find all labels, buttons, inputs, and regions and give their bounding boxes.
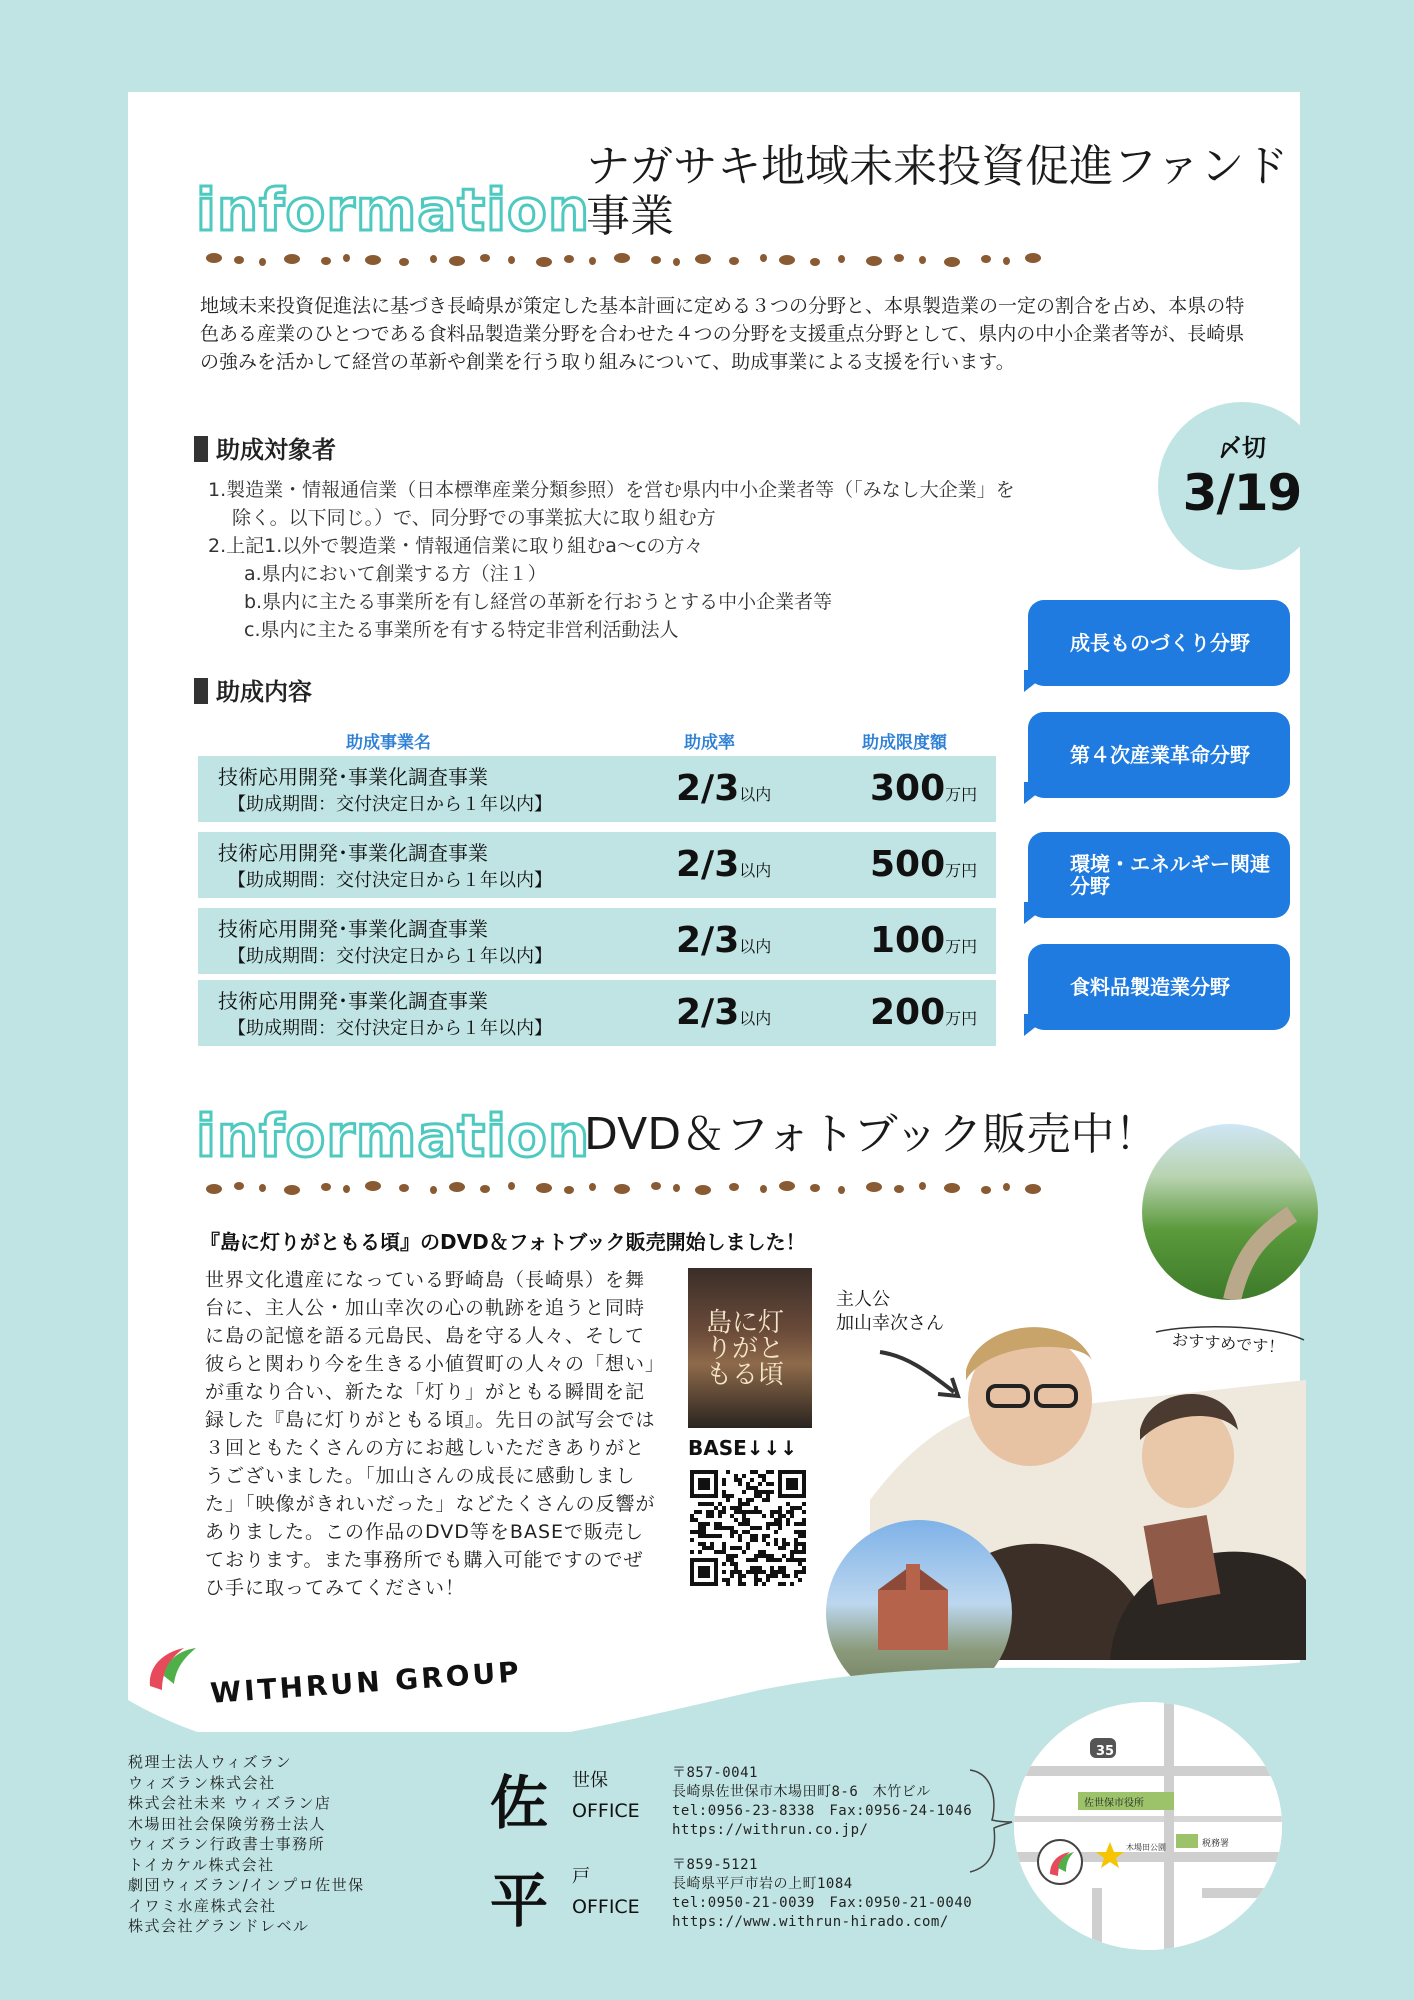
information-heading: information bbox=[196, 1102, 591, 1170]
divider-dot bbox=[651, 256, 661, 264]
row-amount bbox=[870, 844, 977, 885]
divider-dot bbox=[729, 1183, 739, 1191]
deadline-badge bbox=[1158, 402, 1326, 570]
divider-dot bbox=[284, 1185, 300, 1195]
brand-name: WITHRUN GROUP bbox=[209, 1655, 523, 1710]
divider-dot bbox=[673, 1184, 680, 1192]
sasebo-office-label: OFFICE bbox=[572, 1800, 640, 1822]
dvd-cover-title: 島に灯りがともる頃 bbox=[706, 1308, 785, 1390]
row-rate bbox=[676, 920, 771, 961]
row-rate bbox=[676, 768, 771, 809]
rate-suffix: 以内 bbox=[739, 1009, 772, 1028]
divider-dot bbox=[234, 1182, 244, 1190]
divider-dot bbox=[838, 1186, 845, 1194]
company-item: 株式会社未来 ウィズラン店 bbox=[128, 1794, 332, 1812]
divider-dot bbox=[695, 254, 711, 264]
table-header-rate: 助成率 bbox=[684, 733, 735, 753]
address-line: tel:0956-23-8338 Fax:0956-24-1046 bbox=[672, 1803, 973, 1819]
amount-value: 200 bbox=[870, 992, 946, 1033]
company-item: トイカケル株式会社 bbox=[128, 1855, 275, 1874]
divider-dot bbox=[760, 1185, 767, 1193]
hirado-office-label: OFFICE bbox=[572, 1896, 640, 1918]
address-line: 〒859-5121 bbox=[672, 1857, 758, 1873]
company-item: 木場田社会保険労務士法人 bbox=[128, 1814, 327, 1833]
divider-dot bbox=[321, 1183, 331, 1191]
list-item: a.県内において創業する方（注１） bbox=[244, 563, 547, 585]
divider-dot bbox=[729, 257, 739, 265]
dotted-divider bbox=[200, 252, 1050, 268]
rate-value: 2/3 bbox=[676, 844, 740, 885]
divider-dot bbox=[919, 1182, 926, 1190]
rate-value: 2/3 bbox=[676, 768, 740, 809]
divider-dot bbox=[589, 257, 596, 265]
row-amount bbox=[870, 768, 977, 809]
divider-dot bbox=[206, 1184, 222, 1194]
divider-dot bbox=[981, 255, 991, 263]
divider-dot bbox=[894, 1185, 904, 1193]
row-period: 【助成期間：交付決定日から１年以内】 bbox=[228, 794, 552, 815]
divider-dot bbox=[673, 258, 680, 266]
company-item: ウィズラン株式会社 bbox=[128, 1773, 276, 1792]
company-item: 税理士法人ウィズラン bbox=[128, 1753, 293, 1771]
company-item: 劇団ウィズラン/インプロ佐世保 bbox=[128, 1876, 365, 1894]
recommend-caption: おすすめです！ bbox=[1171, 1330, 1285, 1357]
divider-dot bbox=[944, 1183, 960, 1193]
content-heading-label: 助成内容 bbox=[216, 678, 312, 706]
divider-dot bbox=[536, 257, 552, 267]
divider-dot bbox=[399, 258, 409, 266]
divider-dot bbox=[760, 254, 767, 262]
divider-dot bbox=[259, 1184, 266, 1192]
divider-dot bbox=[564, 1186, 574, 1194]
table-row bbox=[198, 832, 996, 898]
divider-dot bbox=[343, 254, 350, 262]
divider-dot bbox=[695, 1185, 711, 1195]
sasebo-kanji-small: 世保 bbox=[572, 1770, 608, 1791]
map-label-taxoffice: 税務署 bbox=[1202, 1839, 1230, 1849]
list-item: 1.製造業・情報通信業（日本標準産業分類参照）を営む県内中小企業者等（「みなし大企業」を bbox=[208, 479, 1015, 501]
page-title bbox=[586, 142, 1288, 242]
divider-dot bbox=[919, 256, 926, 264]
divider-dot bbox=[866, 256, 882, 266]
divider-dot bbox=[480, 254, 490, 262]
divider-dot bbox=[1025, 253, 1041, 263]
row-rate bbox=[676, 844, 771, 885]
hirado-url-link[interactable]: https://www.withrun-hirado.com/ bbox=[672, 1914, 949, 1930]
divider-dot bbox=[1003, 1183, 1010, 1191]
information-heading: information bbox=[196, 176, 591, 244]
divider-dot bbox=[365, 1181, 381, 1191]
caption-line: 主人公 bbox=[836, 1289, 890, 1310]
sasebo-kanji: 佐 bbox=[490, 1769, 549, 1837]
divider-dot bbox=[651, 1182, 661, 1190]
title-line-2: 事業 bbox=[586, 191, 674, 242]
divider-dot bbox=[564, 255, 574, 263]
amount-unit: 万円 bbox=[945, 1009, 978, 1028]
row-period: 【助成期間：交付決定日から１年以内】 bbox=[228, 870, 552, 891]
amount-value: 500 bbox=[870, 844, 946, 885]
list-item: c.県内に主たる事業所を有する特定非営利活動法人 bbox=[244, 619, 679, 641]
row-name: 技術応用開発･事業化調査事業 bbox=[218, 917, 488, 941]
withrun-logo-icon bbox=[140, 1636, 200, 1696]
list-item: b.県内に主たる事業所を有し経営の革新を行おうとする中小企業者等 bbox=[244, 591, 833, 613]
row-amount bbox=[870, 920, 977, 961]
divider-dot bbox=[779, 1181, 795, 1191]
divider-dot bbox=[430, 255, 437, 263]
dvd-subtitle: 『島に灯りがともる頃』のDVD＆フォトブック販売開始しました！ bbox=[200, 1230, 806, 1254]
rate-suffix: 以内 bbox=[739, 861, 772, 880]
sasebo-url-link[interactable]: https://withrun.co.jp/ bbox=[672, 1822, 869, 1838]
divider-dot bbox=[480, 1185, 490, 1193]
target-heading-label: 助成対象者 bbox=[216, 436, 336, 464]
field-bubble: 食料品製造業分野 bbox=[1028, 944, 1290, 1030]
table-header-amount: 助成限度額 bbox=[862, 733, 947, 753]
amount-value: 300 bbox=[870, 768, 946, 809]
divider-dot bbox=[614, 1184, 630, 1194]
company-list bbox=[128, 1752, 365, 1937]
company-item: ウィズラン行政書士事務所 bbox=[128, 1835, 326, 1853]
table-row bbox=[198, 908, 996, 974]
dvd-body-text: 世界文化遺産になっている野崎島（長崎県）を舞台に、主人公・加山幸次の心の軌跡を追うと同時に島の記憶を語る元島民、島を守る人々、そして彼らと関わり今を生きる小値賀町の人々の「想い」が重なり合い、新たな「灯り」がともる瞬間を記録した『島に灯りがともる頃』。先日の試写会では３回ともたくさんの方にお越しいただきありがとうございました。「加山さんの成長に感動しました」「映像がきれいだった」などたくさんの反響がありました。この作品のDVD等をBASEで販売しております。また事務所でも購入可能ですのでぜひ手に取ってみてください！ bbox=[205, 1269, 656, 1599]
table-row bbox=[198, 756, 996, 822]
field-bubble: 成長ものづくり分野 bbox=[1028, 600, 1290, 686]
amount-value: 100 bbox=[870, 920, 946, 961]
divider-dot bbox=[866, 1182, 882, 1192]
dvd-title: DVD＆フォトブック販売中！ bbox=[584, 1109, 1159, 1160]
rate-suffix: 以内 bbox=[739, 785, 772, 804]
field-bubble: 第４次産業革命分野 bbox=[1028, 712, 1290, 798]
divider-dot bbox=[206, 253, 222, 263]
list-item: 除く。以下同じ。）で、同分野での事業拡大に取り組む方 bbox=[232, 507, 716, 529]
base-label: BASE↓↓↓ bbox=[688, 1436, 798, 1460]
rate-suffix: 以内 bbox=[739, 937, 772, 956]
divider-dot bbox=[430, 1186, 437, 1194]
intro-text: 地域未来投資促進法に基づき長崎県が策定した基本計画に定める３つの分野と、本県製造業の一定の割合を占め、本県の特色ある産業のひとつである食料品製造業分野を合わせた４つの分野を支援重点分野として、県内の中小企業者等が、長崎県の強みを活かして経営の革新や創業を行う取り組みについて、助成事業による支援を行います。 bbox=[200, 295, 1245, 373]
target-heading bbox=[194, 430, 336, 465]
divider-dot bbox=[508, 256, 515, 264]
divider-dot bbox=[536, 1183, 552, 1193]
divider-dot bbox=[894, 254, 904, 262]
amount-unit: 万円 bbox=[945, 937, 978, 956]
amount-unit: 万円 bbox=[945, 861, 978, 880]
title-line-1: ナガサキ地域未来投資促進ファンド bbox=[586, 141, 1289, 192]
address-line: tel:0950-21-0039 Fax:0950-21-0040 bbox=[672, 1895, 973, 1911]
hirado-address bbox=[672, 1856, 972, 1932]
divider-dot bbox=[399, 1184, 409, 1192]
rate-value: 2/3 bbox=[676, 920, 740, 961]
row-name: 技術応用開発･事業化調査事業 bbox=[218, 989, 488, 1013]
divider-dot bbox=[449, 256, 465, 266]
address-line: 長崎県平戸市岩の上町1084 bbox=[672, 1876, 853, 1892]
rate-value: 2/3 bbox=[676, 992, 740, 1033]
deadline-date: 3/19 bbox=[1182, 464, 1302, 522]
location-map[interactable] bbox=[1014, 1702, 1282, 1950]
company-item: イワミ水産株式会社 bbox=[128, 1896, 277, 1915]
divider-dot bbox=[981, 1186, 991, 1194]
divider-dot bbox=[779, 255, 795, 265]
divider-dot bbox=[343, 1185, 350, 1193]
table-header-name: 助成事業名 bbox=[346, 733, 431, 753]
dotted-divider bbox=[200, 1180, 1050, 1196]
bracket-icon bbox=[966, 1766, 1016, 1876]
divider-dot bbox=[259, 258, 266, 266]
island-path-photo bbox=[1142, 1124, 1318, 1300]
divider-dot bbox=[284, 254, 300, 264]
address-line: 長崎県佐世保市木場田町8-6 木竹ビル bbox=[672, 1784, 931, 1800]
row-rate bbox=[676, 992, 771, 1033]
divider-dot bbox=[449, 1182, 465, 1192]
divider-dot bbox=[365, 255, 381, 265]
content-heading bbox=[194, 672, 312, 707]
dvd-cover-image bbox=[688, 1268, 812, 1428]
divider-dot bbox=[1003, 257, 1010, 265]
deadline-label: 〆切 bbox=[1218, 434, 1266, 462]
map-label-park: 木場田公園 bbox=[1126, 1843, 1166, 1852]
row-period: 【助成期間：交付決定日から１年以内】 bbox=[228, 946, 552, 967]
row-name: 技術応用開発･事業化調査事業 bbox=[218, 765, 488, 789]
hirado-kanji-small: 戸 bbox=[572, 1866, 590, 1887]
divider-dot bbox=[614, 253, 630, 263]
hirado-kanji: 平 bbox=[490, 1867, 549, 1935]
divider-dot bbox=[944, 257, 960, 267]
caption-line: 加山幸次さん bbox=[836, 1313, 944, 1334]
company-item: 株式会社グランドレベル bbox=[128, 1917, 310, 1935]
divider-dot bbox=[321, 257, 331, 265]
map-label-cityhall: 佐世保市役所 bbox=[1084, 1798, 1144, 1809]
divider-dot bbox=[589, 1183, 596, 1191]
target-list bbox=[208, 476, 1128, 644]
road-number: 35 bbox=[1096, 1744, 1115, 1759]
divider-dot bbox=[838, 255, 845, 263]
row-name: 技術応用開発･事業化調査事業 bbox=[218, 841, 488, 865]
sasebo-address bbox=[672, 1764, 972, 1840]
field-bubble: 環境・エネルギー関連分野 bbox=[1028, 832, 1290, 918]
divider-dot bbox=[234, 256, 244, 264]
heading-bar bbox=[194, 436, 208, 462]
list-item: 2.上記1.以外で製造業・情報通信業に取り組むa〜cの方々 bbox=[208, 535, 704, 557]
heading-bar bbox=[194, 678, 208, 704]
amount-unit: 万円 bbox=[945, 785, 978, 804]
divider-dot bbox=[810, 1184, 820, 1192]
address-line: 〒857-0041 bbox=[672, 1765, 758, 1781]
divider-dot bbox=[810, 258, 820, 266]
divider-dot bbox=[1025, 1184, 1041, 1194]
table-row bbox=[198, 980, 996, 1046]
row-period: 【助成期間：交付決定日から１年以内】 bbox=[228, 1018, 552, 1039]
row-amount bbox=[870, 992, 977, 1033]
divider-dot bbox=[508, 1182, 515, 1190]
